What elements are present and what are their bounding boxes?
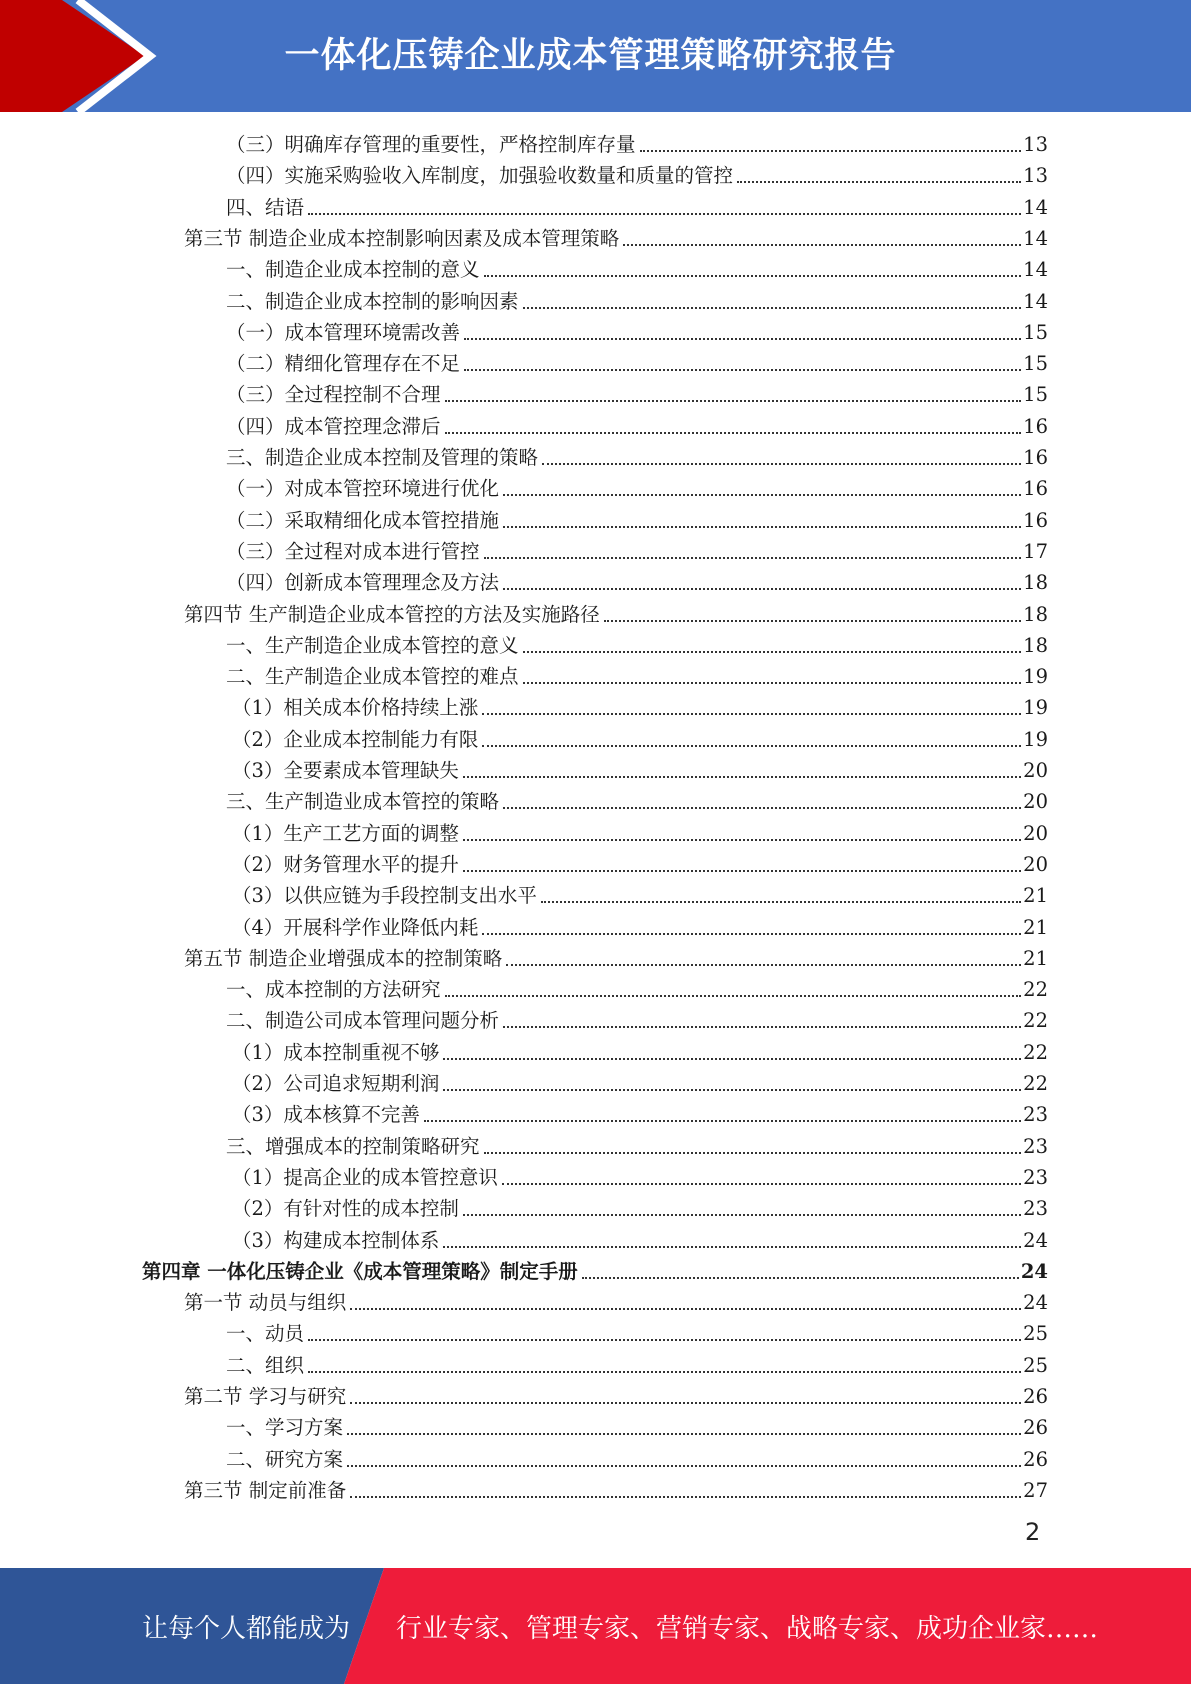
toc-entry[interactable] (232, 1161, 1048, 1192)
toc-entry-title: 第二节 学习与研究 (184, 1385, 347, 1408)
toc-leader-dots (503, 494, 1021, 496)
toc-entry[interactable] (142, 1255, 1048, 1286)
toc-leader-dots (463, 870, 1021, 872)
toc-entry[interactable] (232, 691, 1048, 722)
toc-entry[interactable] (226, 316, 1048, 347)
toc-leader-dots (503, 526, 1021, 528)
toc-entry-page: 19 (1023, 727, 1048, 751)
toc-entry-title: （2）财务管理水平的提升 (232, 852, 459, 876)
toc-entry-page: 16 (1023, 477, 1048, 501)
toc-leader-dots (308, 1339, 1021, 1341)
toc-entry[interactable] (226, 1443, 1048, 1474)
toc-leader-dots (464, 369, 1021, 371)
toc-entry[interactable] (226, 128, 1048, 159)
toc-leader-dots (506, 964, 1021, 966)
toc-entry-title: （三）明确库存管理的重要性，严格控制库存量 (226, 133, 636, 156)
toc-entry-page: 23 (1023, 1197, 1048, 1221)
toc-entry[interactable] (184, 1286, 1048, 1317)
toc-entry-page: 15 (1023, 352, 1048, 376)
toc-leader-dots (503, 807, 1021, 809)
toc-entry-page: 13 (1023, 164, 1048, 188)
toc-entry-page: 27 (1023, 1478, 1048, 1502)
toc-entry[interactable] (226, 410, 1048, 441)
toc-entry-title: （1）成本控制重视不够 (232, 1040, 440, 1064)
toc-leader-dots (503, 588, 1021, 590)
toc-leader-dots (443, 1246, 1021, 1248)
toc-entry-page: 22 (1023, 1072, 1048, 1095)
toc-entry-title: 第三节 制造企业成本控制影响因素及成本管理策略 (184, 226, 620, 250)
toc-entry[interactable] (226, 472, 1048, 503)
toc-entry-title: （四）实施采购验收入库制度，加强验收数量和质量的管控 (226, 164, 734, 188)
toc-entry[interactable] (226, 973, 1048, 1004)
toc-leader-dots (523, 307, 1022, 309)
toc-entry[interactable] (226, 1130, 1048, 1161)
toc-entry-page: 18 (1023, 633, 1048, 657)
toc-entry[interactable] (226, 1411, 1048, 1442)
toc-leader-dots (350, 1496, 1021, 1498)
toc-entry-title: （一）对成本管控环境进行优化 (226, 477, 500, 501)
toc-entry-page: 25 (1023, 1322, 1048, 1346)
toc-entry-page: 23 (1023, 1103, 1048, 1127)
toc-leader-dots (541, 901, 1021, 903)
toc-entry-title: （1）相关成本价格持续上涨 (232, 696, 479, 720)
toc-entry-title: （二）精细化管理存在不足 (226, 352, 461, 376)
toc-leader-dots (484, 557, 1022, 559)
toc-leader-dots (482, 745, 1021, 747)
toc-entry[interactable] (226, 785, 1048, 816)
toc-entry-title: 四、结语 (226, 195, 305, 219)
toc-entry[interactable] (184, 942, 1048, 973)
toc-entry-page: 21 (1023, 946, 1048, 970)
toc-entry[interactable] (184, 1474, 1048, 1505)
document-title: 一体化压铸企业成本管理策略研究报告 (284, 36, 897, 76)
page-footer (0, 1568, 1191, 1684)
toc-leader-dots (463, 839, 1021, 841)
toc-entry-title: 第四章 一体化压铸企业《成本管理策略》制定手册 (142, 1259, 578, 1283)
toc-entry-title: 第三节 制定前准备 (184, 1478, 347, 1502)
toc-entry-title: 二、研究方案 (226, 1447, 344, 1471)
toc-leader-dots (445, 400, 1022, 402)
toc-entry-page: 14 (1023, 258, 1048, 282)
toc-entry[interactable] (232, 911, 1048, 942)
toc-entry[interactable] (226, 347, 1048, 378)
toc-entry-title: 二、组织 (226, 1353, 305, 1377)
toc-leader-dots (350, 1402, 1021, 1404)
toc-leader-dots (464, 338, 1021, 340)
toc-entry[interactable] (232, 754, 1048, 785)
toc-entry-title: （1）生产工艺方面的调整 (232, 821, 459, 845)
toc-entry-title: （1）提高企业的成本管控意识 (232, 1165, 498, 1189)
page-number: 2 (1025, 1518, 1041, 1546)
toc-entry-title: 一、制造企业成本控制的意义 (226, 258, 480, 282)
toc-entry[interactable] (232, 1067, 1048, 1098)
toc-entry-page: 20 (1023, 852, 1048, 876)
toc-leader-dots (443, 1089, 1021, 1091)
toc-entry-title: （三）全过程对成本进行管控 (226, 539, 480, 563)
toc-leader-dots (445, 432, 1022, 434)
toc-entry-title: （二）采取精细化成本管控措施 (226, 508, 500, 532)
toc-leader-dots (308, 213, 1021, 215)
toc-entry-title: 二、制造公司成本管理问题分析 (226, 1009, 500, 1033)
footer-slogan-right: 行业专家、管理专家、营销专家、战略专家、成功企业家…… (396, 1614, 1099, 1644)
toc-leader-dots (350, 1308, 1021, 1310)
toc-entry-title: （2）企业成本控制能力有限 (232, 727, 479, 751)
toc-entry-title: （3）以供应链为手段控制支出水平 (232, 884, 537, 908)
toc-entry-page: 22 (1023, 1040, 1048, 1064)
toc-entry-page: 18 (1023, 602, 1048, 626)
toc-leader-dots (582, 1277, 1019, 1279)
toc-entry-title: （四）创新成本管理理念及方法 (226, 571, 500, 595)
toc-leader-dots (503, 1026, 1021, 1028)
toc-entry[interactable] (232, 723, 1048, 754)
toc-entry-page: 24 (1023, 1228, 1048, 1252)
toc-entry-page: 21 (1023, 884, 1048, 908)
toc-entry[interactable] (226, 504, 1048, 535)
toc-entry[interactable] (226, 378, 1048, 409)
toc-entry-title: （四）成本管控理念滞后 (226, 414, 441, 438)
toc-entry-page: 21 (1023, 915, 1048, 939)
toc-entry-title: 三、生产制造业成本管控的策略 (226, 790, 500, 814)
toc-entry-page: 20 (1023, 790, 1048, 814)
toc-leader-dots (640, 150, 1022, 152)
toc-entry-page: 18 (1023, 571, 1048, 595)
toc-entry-page: 26 (1023, 1416, 1048, 1440)
toc-entry[interactable] (226, 253, 1048, 284)
toc-leader-dots (623, 244, 1021, 246)
toc-entry-title: （一）成本管理环境需改善 (226, 320, 461, 344)
toc-entry[interactable] (184, 598, 1048, 629)
toc-entry-page: 24 (1023, 1291, 1048, 1315)
toc-entry-title: （2）公司追求短期利润 (232, 1072, 440, 1095)
toc-entry-page: 24 (1020, 1259, 1048, 1283)
toc-leader-dots (523, 682, 1022, 684)
toc-entry[interactable] (232, 848, 1048, 879)
toc-entry-page: 22 (1023, 978, 1048, 1002)
toc-entry[interactable] (232, 879, 1048, 910)
toc-entry-page: 20 (1023, 759, 1048, 782)
toc-entry[interactable] (226, 1004, 1048, 1035)
toc-entry-page: 19 (1023, 665, 1048, 689)
toc-leader-dots (484, 1152, 1022, 1154)
toc-entry[interactable] (232, 1036, 1048, 1067)
page-header (0, 0, 1191, 112)
toc-entry[interactable] (226, 535, 1048, 566)
toc-entry-title: （3）构建成本控制体系 (232, 1228, 440, 1252)
toc-entry-page: 14 (1023, 289, 1048, 313)
toc-entry[interactable] (226, 285, 1048, 316)
footer-slogan-left: 让每个人都能成为 (142, 1614, 351, 1644)
toc-entry-page: 15 (1023, 383, 1048, 407)
toc-leader-dots (484, 275, 1022, 277)
toc-entry[interactable] (226, 441, 1048, 472)
toc-entry-title: 二、生产制造企业成本管控的难点 (226, 665, 519, 689)
toc-entry[interactable] (232, 1224, 1048, 1255)
toc-entry-title: 第四节 生产制造企业成本管控的方法及实施路径 (184, 602, 600, 626)
toc-entry[interactable] (226, 191, 1048, 222)
toc-entry-title: （4）开展科学作业降低内耗 (232, 915, 479, 939)
toc-leader-dots (604, 620, 1021, 622)
toc-entry-page: 23 (1023, 1134, 1048, 1158)
toc-entry-page: 19 (1023, 696, 1048, 720)
toc-leader-dots (463, 1214, 1021, 1216)
toc-entry-title: 第一节 动员与组织 (184, 1291, 347, 1315)
toc-leader-dots (542, 463, 1021, 465)
toc-entry-page: 16 (1023, 508, 1048, 532)
toc-entry-title: 一、生产制造企业成本管控的意义 (226, 633, 519, 657)
toc-entry-title: 一、动员 (226, 1322, 305, 1346)
toc-entry-title: 一、成本控制的方法研究 (226, 978, 441, 1002)
toc-leader-dots (347, 1433, 1021, 1435)
toc-entry-page: 26 (1023, 1447, 1048, 1471)
toc-entry-title: 二、制造企业成本控制的影响因素 (226, 289, 519, 313)
toc-entry[interactable] (184, 222, 1048, 253)
toc-entry[interactable] (232, 817, 1048, 848)
toc-leader-dots (502, 1183, 1021, 1185)
toc-entry-page: 16 (1023, 414, 1048, 438)
toc-leader-dots (424, 1120, 1021, 1122)
toc-leader-dots (347, 1465, 1021, 1467)
toc-entry-page: 25 (1023, 1353, 1048, 1377)
toc-entry-title: （3）全要素成本管理缺失 (232, 759, 459, 782)
toc-entry[interactable] (232, 1192, 1048, 1223)
toc-entry-page: 16 (1023, 446, 1048, 469)
toc-entry[interactable] (184, 1380, 1048, 1411)
toc-entry-title: （2）有针对性的成本控制 (232, 1197, 459, 1221)
toc-entry[interactable] (226, 1317, 1048, 1348)
toc-entry-title: 第五节 制造企业增强成本的控制策略 (184, 946, 503, 970)
toc-entry-title: 三、制造企业成本控制及管理的策略 (226, 446, 539, 469)
toc-entry-title: （三）全过程控制不合理 (226, 383, 441, 407)
toc-entry[interactable] (226, 660, 1048, 691)
toc-leader-dots (463, 776, 1021, 778)
toc-leader-dots (737, 181, 1021, 183)
toc-leader-dots (443, 1058, 1021, 1060)
toc-entry-title: 三、增强成本的控制策略研究 (226, 1134, 480, 1158)
toc-entry[interactable] (226, 629, 1048, 660)
toc-leader-dots (523, 651, 1022, 653)
toc-entry-page: 26 (1023, 1385, 1048, 1408)
toc-entry[interactable] (226, 1349, 1048, 1380)
toc-entry-page: 14 (1023, 195, 1048, 219)
toc-leader-dots (482, 933, 1021, 935)
toc-entry-page: 23 (1023, 1165, 1048, 1189)
toc-leader-dots (482, 713, 1021, 715)
toc-entry-page: 22 (1023, 1009, 1048, 1033)
toc-entry[interactable] (226, 566, 1048, 597)
toc-entry[interactable] (232, 1098, 1048, 1129)
toc-entry-title: 一、学习方案 (226, 1416, 344, 1440)
toc-entry-page: 15 (1023, 320, 1048, 344)
toc-entry-page: 14 (1023, 226, 1048, 250)
toc-leader-dots (445, 995, 1022, 997)
toc-entry-page: 17 (1023, 539, 1048, 563)
toc-entry-title: （3）成本核算不完善 (232, 1103, 420, 1127)
toc-leader-dots (308, 1371, 1021, 1373)
toc-entry-page: 13 (1023, 133, 1048, 156)
toc-entry-page: 20 (1023, 821, 1048, 845)
toc-entry[interactable] (226, 159, 1048, 190)
